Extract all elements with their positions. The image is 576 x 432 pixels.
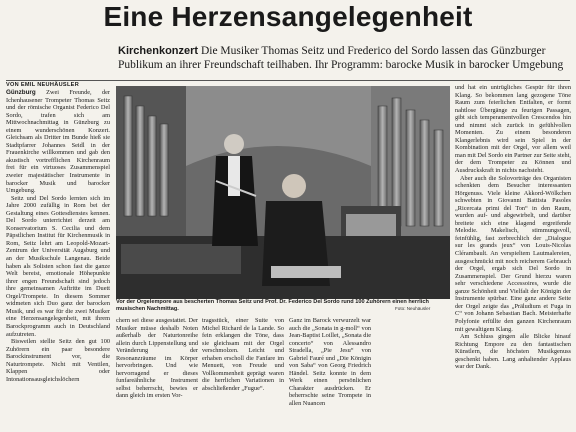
photo-credit: Foto: Neuhäusler (395, 306, 431, 311)
organ-loft-image (116, 86, 450, 299)
headline: Eine Herzensangelegenheit (103, 1, 473, 32)
paragraph: tragsstück, einer Suite von Michel Richard de la Lande. So fein erklangen die Töne, dass sie gleichsam mit der Orgel verschmolzen. Leicht und erhaben erscholl die Fanfare im Menuett, von Freude und Vollkommenheit geprägt waren die herrlichen Variationen in abschließender „Fugue“. (202, 317, 284, 392)
paragraph: Bisweilen stellte Seitz den gut 100 Zuhörern ein paar besondere Barockinstrument vor, die Naturtrompete. Nicht mit Ventilen, Klappen oder Intonationsausgleichslöchern (6, 338, 110, 383)
column-1 (6, 89, 110, 429)
column-2 (116, 317, 198, 429)
kicker: Kirchenkonzert (118, 45, 199, 57)
deck-text: Die Musiker Thomas Seitz und Frederico del Sordo lassen das Günzburger Publikum an ihrer Freundschaft teilhaben. Ihr Programm: barocke Musik in barocker Umgebung (118, 45, 564, 71)
column-5 (455, 84, 571, 429)
paragraph: Ganz im Barock verwurzelt war auch die „Sonata in g-moll“ von Jean-Baptist Loillet, „Sonata die concerto“ von Alessandro Stradella, „Pie Jesu“ von Gabriel Fauré und „Die Königin von Saba“ von Georg Friedrich Händel. Seitz konnte in dem Werk einen persönlichen Charakter ausdrücken. Er beherrschte seine Trompete in allen Nuancen (289, 317, 371, 408)
paragraph: und hat ein untrügliches Gespür für ihren Klang. So bekommen lang gezogene Töne Raum zum feierlichen Entfalten, er formt nahtlose Übergänge zu feurigen Passagen, gibt sich temperamentvollen Crescendos hin und nimmt sich zurück in gefühlvollen Momenten. Zu einem besonderen Klangerlebnis wird sein Spiel in der Kombination mit der Orgel, vor allem weil man mit Del Sordo ein Partner zur Seite steht, der dem Trompeter zu Können und Ausdruckskraft in nichts nachsteht. (455, 84, 571, 175)
dateline: Günzburg (6, 89, 36, 96)
divider (6, 80, 570, 81)
byline: VON EMIL NEUHÄUSLER (6, 82, 80, 88)
column-4 (289, 317, 371, 429)
paragraph: Am Schluss gingen alle Blicke hinauf Richtung Empore zu den fantastischen Künstlern, die höchsten Musikgenuss geschenkt haben. Lang anhaltender Applaus war der Dank. (455, 333, 571, 371)
paragraph: Seitz und Del Sordo lernten sich im Jahre 2000 zufällig in Rom bei der Gestaltung eines Gottesdienstes kennen. Del Sordo unterrichtet derzeit am Konservatorium S. Cecilia und dem Päpstlichen Institut für Kirchenmusik in Rom, Seitz lehrt am Leopold-Mozart-Zentrum der Universität Augsburg und an der Musikschule Langenau. Beide haben als Solisten schon fast die ganze Welt bereist, emotionale Höhepunkte ihrer engen Freundschaft sind jedoch ihre gemeinsamen Auftritte im Duett Orgel/Trompete. In diesem Sommer widmeten sich Duo ganz der barocken Musik, und es war für die zwei Musiker eine Herzensangelegenheit, mit ihrem Barockprogramm auch in Deutschland aufzutreten. (6, 194, 110, 338)
concert-photo (116, 86, 450, 299)
paragraph: Zwei Freunde, der Ichenhausener Trompeter Thomas Seitz und der römische Organist Federico Del Sordo, trafen sich am Mittwochnachmittag in Günzburg zu einem wunderschönen Konzert. Gleichsam als Dritter im Bunde hieß sie Stadtpfarrer Johannes Seidl in der Frauenkirche willkommen und gab den akustisch vortrefflichen Kirchenraum frei für ein virtuoses Zusammenspiel zweier majestätischer Instrumente in barocker Musik und barocker Umgebung. (6, 89, 110, 195)
photo-caption: Vor der Orgelempore aus bescherten Thomas Seitz und Prof. Dr. Federico Del Sordo rund 100 Zuhörern einen herrlich musischen Nachmittag. (116, 299, 429, 312)
column-3 (202, 317, 284, 429)
deck (118, 44, 570, 72)
paragraph: Aber auch die Solovorträge des Organisten schenkten dem Besucher interessanten Hörgenuss. Viele kleine Akkord-Wölkchen schwebten in Giovanni Battista Pasoles „Ricercata primi del Ton“ in den Raum, wurden auf- und abgewirbelt, und darüber breitete sich eine klagend ergreifende Melodie. Makelisch, stimmungsvoll, feinfühlig, fast zerbrechlich der „Dialogue sur les grands jeux“ von Louis-Nicolas Clérambault. An verspieltem Lautmalereien, ausgeschmückt mit noch reicherem Gebrauch der Orgel, ergab sich Del Sordo in Zusammenspiel. Der Grund hierzu waren sehr verschiedene Accessoires, wurde die ganze Schönheit und Vielfalt der Königin der Instrumente spürbar. Eine ganz andere Seite der Orgel zeigte das „Präludium et Fuga in C“ von Johann Sebastian Bach. Meisterhafte Polyfonie erfüllte den ganzen Kirchenraum mit gewaltigem Klang. (455, 174, 571, 333)
paragraph: chern sei diese ausgestattet. Der Musiker müsse deshalb Noten außerhalb der Naturtonreihe allein durch Lippenstellung und Veränderung der Resonanzräume im Körper hervorbringen. Und wie hervorragend er dieses funfareähnliche Instrument selbst beherrscht, bewies er dann gleich im ersten Vor- (116, 317, 198, 400)
